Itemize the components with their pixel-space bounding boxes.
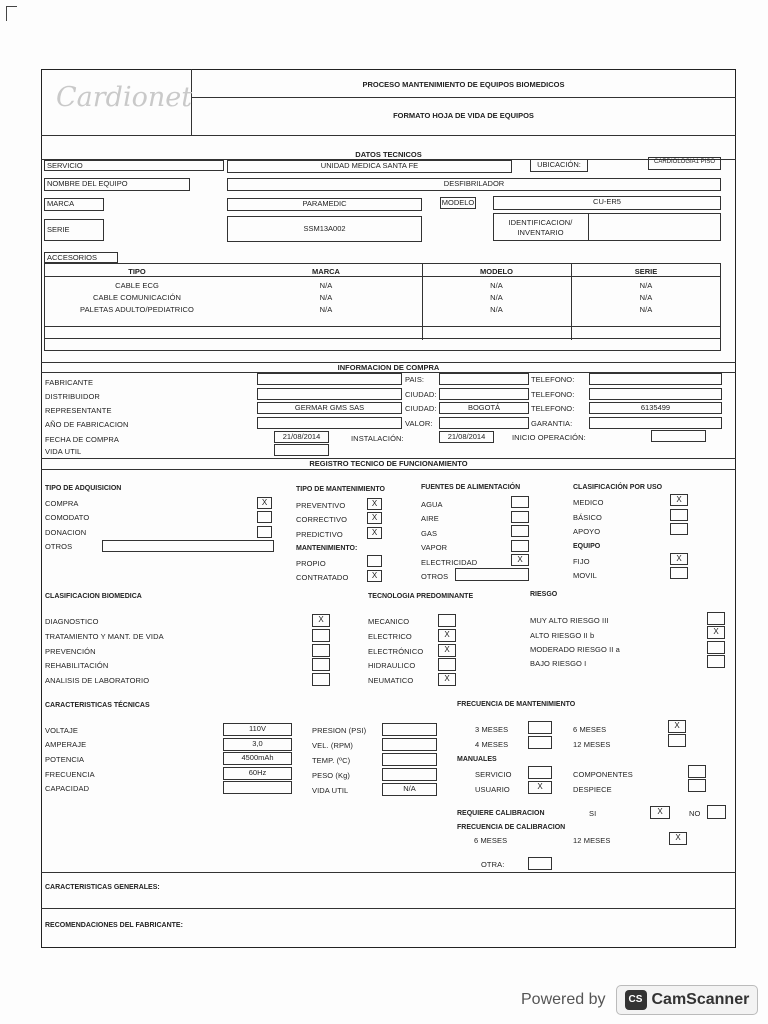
biomedica-diagnostico: DIAGNOSTICO [45, 617, 99, 626]
tecnica-capacidad: CAPACIDAD [45, 784, 90, 793]
tecnicas-title: CARACTERISTICAS TÉCNICAS [45, 702, 150, 709]
telefono-field [589, 388, 722, 400]
acc-cell: N/A [639, 293, 653, 302]
tecnica-amperaje: AMPERAJE [45, 740, 87, 749]
ciudad-label: CIUDAD: [405, 404, 437, 413]
telefono-label: TELEFONO: [531, 390, 575, 399]
biomedica-title: CLASIFICACION BIOMEDICA [45, 593, 142, 600]
temperatura-value [382, 753, 437, 766]
anio-field [257, 417, 402, 429]
acc-cell: N/A [490, 305, 503, 314]
tecnologia-electrico: ELECTRICO [368, 632, 412, 641]
tecnica-frecuencia: FRECUENCIA [45, 770, 95, 779]
biomedica-prevencion: PREVENCIÓN [45, 647, 96, 656]
compra-heading: INFORMACION DE COMPRA [337, 363, 440, 372]
cal-12-meses-check[interactable]: X [669, 832, 687, 845]
camscanner-badge [616, 985, 759, 1015]
riesgo-alto: ALTO RIESGO II b [530, 631, 595, 640]
adquisicion-otros-field[interactable] [102, 540, 274, 552]
serie-label: SERIE [44, 219, 104, 241]
acc-row-line [44, 326, 721, 327]
acc-cell: N/A [639, 281, 653, 290]
riesgo-bajo: BAJO RIESGO I [530, 659, 587, 668]
instalacion-label: INSTALACIÓN: [351, 434, 404, 443]
registro-heading: REGISTRO TECNICO DE FUNCIONAMIENTO [309, 459, 468, 468]
header-bottom-line [41, 135, 736, 136]
preventivo-check[interactable]: X [367, 498, 382, 510]
biomedica-tratamiento: TRATAMIENTO Y MANT. DE VIDA [45, 632, 164, 641]
powered-by-text: Powered by [521, 991, 606, 1008]
uso-apoyo: APOYO [573, 527, 601, 536]
mantenimiento-predictivo: PREDICTIVO [296, 530, 343, 539]
basico-check[interactable] [670, 509, 688, 521]
tecnologia-mecanico: MECANICO [368, 617, 410, 626]
mant-propio: PROPIO [296, 559, 326, 568]
adquisicion-compra-check[interactable]: X [257, 497, 272, 509]
representante-value: GERMAR GMS SAS [257, 402, 402, 414]
frec-6-meses: 6 MESES [573, 725, 607, 734]
laboratorio-check[interactable] [312, 673, 330, 686]
servicio-label: SERVICIO [44, 160, 224, 171]
acc-cell: CABLE ECG [115, 281, 159, 290]
valor-field [439, 417, 529, 429]
manual-componentes-check[interactable] [688, 765, 706, 778]
calibracion-si-check[interactable]: X [650, 806, 670, 819]
frec-4-meses: 4 MESES [475, 740, 509, 749]
acc-cell: N/A [490, 293, 503, 302]
acc-col-serie: SERIE [634, 267, 658, 276]
cardionet-logo: Cardionet [56, 82, 193, 113]
manual-servicio-check[interactable] [528, 766, 552, 779]
medico-check[interactable]: X [670, 494, 688, 506]
telefono-field [589, 373, 722, 385]
riesgo-moderado: MODERADO RIESGO II a [530, 645, 620, 654]
acc-col-modelo: MODELO [480, 267, 513, 276]
telefono-label: TELEFONO: [531, 375, 575, 384]
agua-check[interactable] [511, 496, 529, 508]
gas-check[interactable] [511, 525, 529, 537]
capacidad-value [223, 781, 292, 794]
accesorios-tab: ACCESORIOS [44, 252, 118, 263]
tecnologia-electronico: ELECTRÓNICO [368, 647, 424, 656]
calibracion-no-check[interactable] [707, 805, 726, 819]
frec-6-meses-check[interactable]: X [668, 720, 686, 733]
mantenimiento-correctivo: CORRECTIVO [296, 515, 348, 524]
acc-cell: N/A [319, 305, 333, 314]
equipo-movil: MOVIL [573, 571, 597, 580]
tratamiento-check[interactable] [312, 629, 330, 642]
garantia-field [589, 417, 722, 429]
manual-despiece: DESPIECE [573, 785, 612, 794]
voltaje-value: 110V [223, 723, 292, 736]
instalacion-value: 21/08/2014 [439, 431, 494, 443]
uso-medico: MEDICO [573, 498, 604, 507]
acc-col-tipo: TIPO [128, 267, 146, 276]
form-title: PROCESO MANTENIMIENTO DE EQUIPOS BIOMEDICOS [362, 80, 565, 89]
inicio-operacion-field [651, 430, 706, 442]
tecnica-potencia: POTENCIA [45, 755, 85, 764]
tecnologia-title: TECNOLOGIA PREDOMINANTE [368, 593, 474, 600]
frec-4-meses-check[interactable] [528, 736, 552, 749]
nombre-label: NOMBRE DEL EQUIPO [44, 178, 190, 191]
equipo-title: EQUIPO [573, 543, 601, 550]
fuente-electricidad: ELECTRICIDAD [421, 558, 478, 567]
pais-label: PAIS: [405, 375, 425, 384]
valor-label: VALOR: [405, 419, 433, 428]
adquisicion-otros: OTROS [45, 542, 73, 551]
otra-field[interactable] [528, 857, 552, 870]
mant-contratado: CONTRATADO [296, 573, 349, 582]
marca-value: PARAMEDIC [227, 198, 422, 211]
servicio-value: UNIDAD MEDICA SANTA FE [227, 160, 512, 173]
acc-cell: PALETAS ADULTO/PEDIATRICO [80, 305, 194, 314]
telefono-label: TELEFONO: [531, 404, 575, 413]
equipo-fijo: FIJO [573, 557, 590, 566]
adquisicion-donacion-check[interactable] [257, 526, 272, 538]
generales-label: CARACTERISTICAS GENERALES: [45, 884, 160, 891]
mantenimiento-preventivo: PREVENTIVO [296, 501, 346, 510]
mant-sub-title: MANTENIMIENTO: [296, 545, 358, 552]
manual-servicio: SERVICIO [475, 770, 512, 779]
predictivo-check[interactable]: X [367, 527, 382, 539]
electronico-check[interactable]: X [438, 644, 456, 657]
adquisicion-donacion: DONACION [45, 528, 87, 537]
corner-mark [6, 6, 17, 21]
tecnica-presion: PRESION (PSI) [312, 726, 367, 735]
adquisicion-comodato-check[interactable] [257, 511, 272, 523]
modelo-label: MODELO [441, 198, 475, 207]
inicio-operacion-label: INICIO OPERACIÓN: [512, 433, 586, 442]
camscanner-icon: CS [625, 990, 647, 1010]
fuente-vapor: VAPOR [421, 543, 448, 552]
serie-value: SSM13A002 [227, 216, 422, 242]
fabricante-field [257, 373, 402, 385]
fuente-gas: GAS [421, 529, 438, 538]
potencia-value: 4500mAh [223, 752, 292, 765]
biomedica-laboratorio: ANALISIS DE LABORATORIO [45, 676, 150, 685]
amperaje-value: 3,0 [223, 738, 292, 751]
tecnologia-hidraulico: HIDRAULICO [368, 661, 416, 670]
fabricante-label: FABRICANTE [45, 378, 94, 387]
acc-cell: N/A [319, 293, 333, 302]
frecuencia-title: FRECUENCIA DE MANTENIMIENTO [457, 701, 576, 708]
acc-row-line [44, 276, 721, 277]
distribuidor-field [257, 388, 402, 400]
datos-tecnicos-heading: DATOS TECNICOS [355, 150, 422, 159]
velocidad-value [382, 738, 437, 751]
acc-cell: N/A [639, 305, 653, 314]
ciudad-field [439, 388, 529, 400]
tecnica-peso: PESO (Kg) [312, 771, 350, 780]
apoyo-check[interactable] [670, 523, 688, 535]
rehabilitacion-check[interactable] [312, 658, 330, 671]
pais-field [439, 373, 529, 385]
alto-check[interactable]: X [707, 626, 725, 639]
identificacion-label: IDENTIFICACION/ [508, 218, 573, 227]
fijo-check[interactable]: X [670, 553, 688, 565]
manual-usuario-check[interactable]: X [528, 781, 552, 794]
camscanner-watermark [521, 985, 758, 1015]
bajo-check[interactable] [707, 655, 725, 668]
riesgo-muy-alto: MUY ALTO RIESGO III [530, 616, 609, 625]
recomendaciones-label: RECOMENDACIONES DEL FABRICANTE: [45, 922, 183, 929]
tecnologia-neumatico: NEUMATICO [368, 676, 414, 685]
diagnostico-check[interactable]: X [312, 614, 330, 627]
vida-util-field [274, 444, 329, 456]
manual-usuario: USUARIO [475, 785, 510, 794]
modelo-value: CU-ER5 [493, 196, 721, 210]
fuentes-title: FUENTES DE ALIMENTACIÓN [421, 484, 521, 491]
frec-3-meses-check[interactable] [528, 721, 552, 734]
hidraulico-check[interactable] [438, 658, 456, 671]
manual-despiece-check[interactable] [688, 779, 706, 792]
vapor-check[interactable] [511, 540, 529, 552]
calibracion-no-label: NO [689, 809, 701, 818]
adquisicion-compra: COMPRA [45, 499, 79, 508]
presion-value [382, 723, 437, 736]
aire-check[interactable] [511, 511, 529, 523]
cal-6-meses: 6 MESES [474, 836, 508, 845]
manual-componentes: COMPONENTES [573, 770, 633, 779]
manuales-title: MANUALES [457, 756, 497, 763]
mantenimiento-title: TIPO DE MANTENIMIENTO [296, 486, 385, 493]
acc-cell: N/A [319, 281, 333, 290]
mecanico-check[interactable] [438, 614, 456, 627]
tecnica-voltaje: VOLTAJE [45, 726, 78, 735]
moderado-check[interactable] [707, 641, 725, 654]
representante-label: REPRESENTANTE [45, 406, 112, 415]
calibracion-label: REQUIERE CALIBRACION [457, 810, 545, 817]
nombre-value: DESFIBRILADOR [227, 178, 721, 191]
contratado-check[interactable]: X [367, 570, 382, 582]
inventario-label: INVENTARIO [517, 228, 564, 237]
cal-12-meses: 12 MESES [573, 836, 611, 845]
frec-calibracion-title: FRECUENCIA DE CALIBRACION [457, 824, 566, 831]
vida-util-label: VIDA UTIL [45, 447, 82, 456]
prevencion-check[interactable] [312, 644, 330, 657]
calibracion-si-label: SI [589, 809, 597, 818]
uso-basico: BÁSICO [573, 513, 602, 522]
fecha-compra-label: FECHA DE COMPRA [45, 435, 120, 444]
section-line [41, 872, 736, 873]
peso-value [382, 768, 437, 781]
biomedica-rehabilitacion: REHABILITACIÓN [45, 661, 109, 670]
adquisicion-comodato: COMODATO [45, 513, 90, 522]
neumatico-check[interactable]: X [438, 673, 456, 686]
section-line [41, 469, 736, 470]
riesgo-title: RIESGO [530, 591, 558, 598]
section-line [41, 908, 736, 909]
distribuidor-label: DISTRIBUIDOR [45, 392, 100, 401]
frec-12-meses: 12 MESES [573, 740, 611, 749]
uso-title: CLASIFICACIÓN POR USO [573, 484, 663, 491]
correctivo-check[interactable]: X [367, 512, 382, 524]
header-line [191, 97, 736, 98]
anio-label: AÑO DE FABRICACION [45, 420, 129, 429]
adquisicion-title: TIPO DE ADQUISICION [45, 485, 122, 492]
tecnica-velocidad: VEL. (RPM) [312, 741, 354, 750]
identificacion-divider [588, 213, 589, 241]
frec-3-meses: 3 MESES [475, 725, 509, 734]
ubicacion-value: CARDIOLOGIA1 PISO [648, 157, 721, 170]
marca-label: MARCA [44, 198, 104, 211]
form-subtitle: FORMATO HOJA DE VIDA DE EQUIPOS [393, 111, 534, 120]
frecuencia-value: 60Hz [223, 767, 292, 780]
telefono-value: 6135499 [589, 402, 722, 414]
fuente-otros: OTROS [421, 572, 449, 581]
ciudad-value: BOGOTÁ [439, 402, 529, 414]
acc-col-marca: MARCA [312, 267, 340, 276]
frec-12-meses-check[interactable] [668, 734, 686, 747]
acc-cell: CABLE COMUNICACIÓN [92, 293, 182, 302]
ciudad-label: CIUDAD: [405, 390, 437, 399]
acc-row-line [44, 338, 721, 339]
camscanner-brand: CamScanner [651, 991, 750, 1008]
fuente-aire: AIRE [421, 514, 439, 523]
otra-label: OTRA: [481, 860, 505, 869]
tecnica-temperatura: TEMP. (ºC) [312, 756, 351, 765]
garantia-label: GARANTIA: [531, 419, 573, 428]
ubicacion-label: UBICACIÓN: [530, 159, 588, 172]
acc-cell: N/A [490, 281, 503, 290]
propio-check[interactable] [367, 555, 382, 567]
fuente-otros-field[interactable] [455, 568, 529, 581]
electrico-check[interactable]: X [438, 629, 456, 642]
tecnica-vida-util: VIDA UTIL [312, 786, 349, 795]
movil-check[interactable] [670, 567, 688, 579]
vida-util-value: N/A [382, 783, 437, 796]
electricidad-check[interactable]: X [511, 554, 529, 566]
fuente-agua: AGUA [421, 500, 443, 509]
fecha-compra-value: 21/08/2014 [274, 431, 329, 443]
muy-alto-check[interactable] [707, 612, 725, 625]
